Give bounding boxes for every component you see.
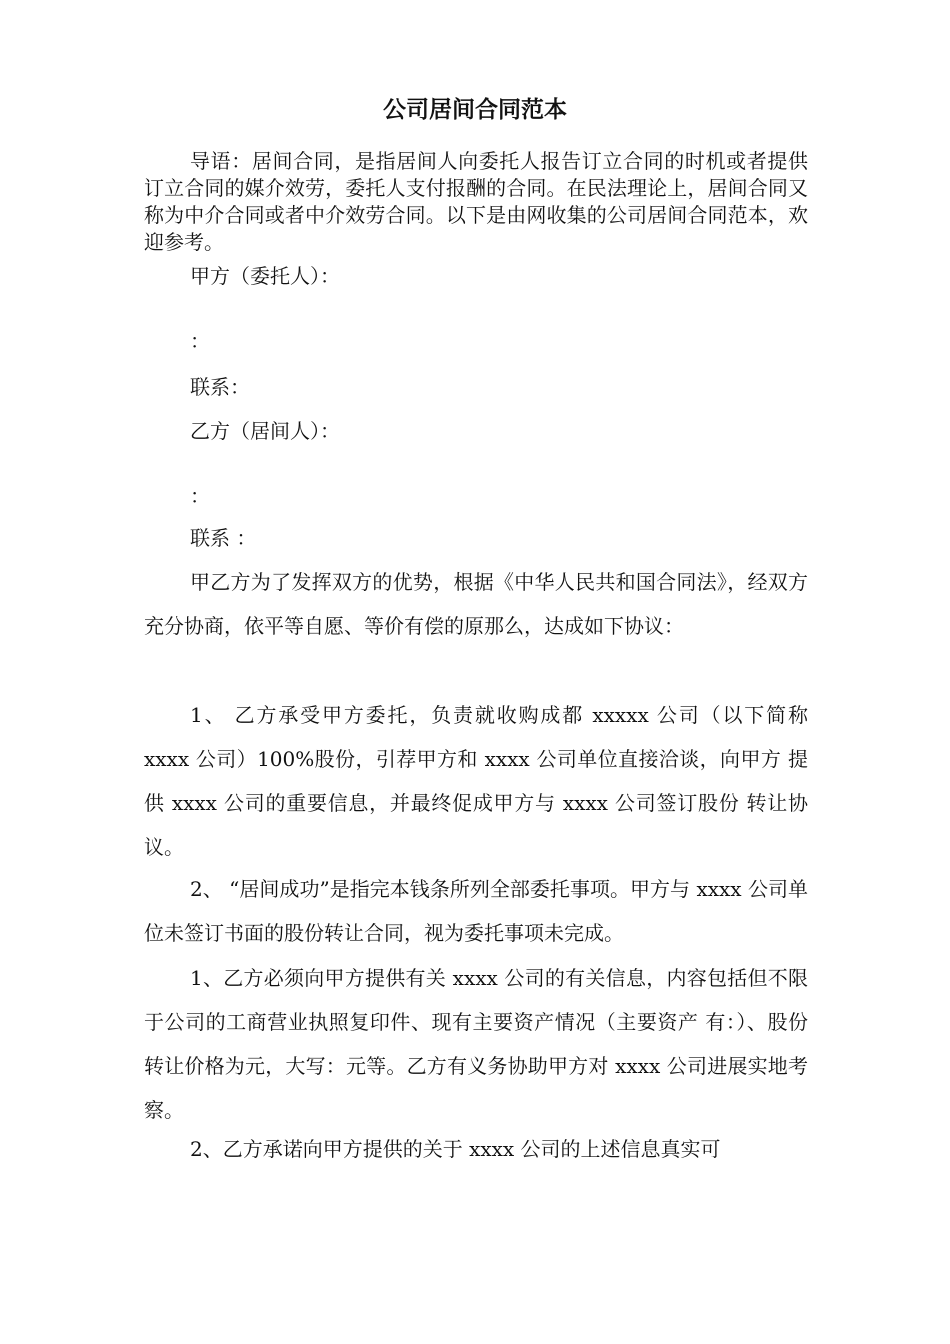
party-b-label: 乙方（居间人）：	[190, 419, 340, 443]
obligation-2-paragraph: 2、乙方承诺向甲方提供的关于 xxxx 公司的上述信息真实可	[190, 1137, 721, 1161]
preamble-paragraph: 甲乙方为了发挥双方的优势，根据《中华人民共和国合同法》，经双方充分协商，依平等自愿、等价有偿的原那么，达成如下协议：	[144, 570, 808, 638]
party-a-contact: 联系：	[190, 375, 250, 399]
intro-paragraph: 导语：居间合同，是指居间人向委托人报告订立合同的时机或者提供订立合同的媒介效劳，委托人支付报酬的合同。在民法理论上，居间合同又称为中介合同或者中介效劳合同。以下是由网收集的公司居间合同范本，欢迎参考。	[144, 149, 808, 254]
clause-1-paragraph: 1、 乙方承受甲方委托，负责就收购成都 xxxxx 公司（以下简称 xxxx 公司）100%股份，引荐甲方和 xxxx 公司单位直接洽谈，向甲方 提供 xxxx 公司的重要信息，并最终促成甲方与 xxxx 公司签订股份 转让协议。	[144, 703, 808, 859]
document-title: 公司居间合同范本	[383, 97, 567, 123]
obligation-1-paragraph: 1、乙方必须向甲方提供有关 xxxx 公司的有关信息，内容包括但不限于公司的工商营业执照复印件、现有主要资产情况（主要资产 有：）、股份转让价格为元，大写：元等。乙方有义务协助甲方对 xxxx 公司进展实地考察。	[144, 966, 808, 1122]
party-a-blank-field: ：	[190, 329, 210, 353]
party-b-contact: 联系 ：	[190, 526, 257, 550]
party-b-blank-field: ：	[190, 484, 210, 508]
clause-2-paragraph: 2、 “居间成功”是指完本钱条所列全部委托事项。甲方与 xxxx 公司单位未签订书面的股份转让合同，视为委托事项未完成。	[144, 877, 808, 945]
party-a-label: 甲方（委托人）：	[190, 264, 340, 288]
